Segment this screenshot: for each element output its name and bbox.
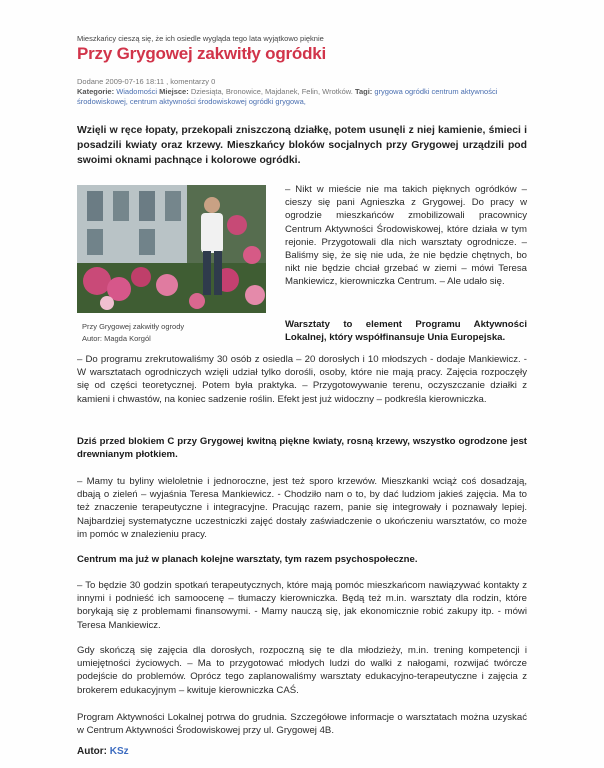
article-author <box>77 746 129 757</box>
paragraph-5: Gdy skończą się zajęcia dla dorosłych, rozpoczną się te dla młodzieży, m.in. trening kompetencji i umiejętności życiowych. – Ma to przygotować młodych ludzi do walki z nałogami, rozwijać twórcze podejście do problemów. Oprócz tego zaplanowaliśmy warsztaty edukacyjno-terapeutyczne i zajęcia z brokerem edukacyjnym – kwituje kierowniczka CAŚ. <box>77 645 527 696</box>
photo-credit: Autor: Magda Korgól <box>82 334 151 343</box>
paragraph-4: – To będzie 30 godzin spotkań terapeutycznych, które mają pomóc mieszkańcom nawiązywać kontakty z innymi i podnieść ich samoocenę – tłumaczy kierowniczka. Będą też m.in. warsztaty dla rodzin, które borykają się z problemami finansowymi. - Mamy nauczą się, jak ekonomicznie robić zakupy itp. - mówi Teresa Mankiewicz. <box>77 580 527 631</box>
paragraph-6: Program Aktywności Lokalnej potrwa do grudnia. Szczegółowe informacje o warsztatach można uzyskać w Centrum Aktywności Środowiskowej przy ul. Grygowej 4B. <box>77 712 527 737</box>
tags-link[interactable]: grygowa ogródki centrum aktywności środowiskowej, centrum aktywności środowiskowej ogródki grygowa, <box>77 87 498 106</box>
categories-link[interactable]: Wiadomości <box>116 87 158 96</box>
tags-label: Tagi: <box>354 87 373 96</box>
author-link[interactable]: KSz <box>109 746 129 757</box>
article-kicker: Mieszkańcy cieszą się, że ich osiedle wygląda tego lata wyjątkowo pięknie <box>77 34 324 43</box>
subhead-2: Dziś przed blokiem C przy Grygowej kwitną piękne kwiaty, rosną krzewy, wszystko ogrodzone jest drewnianym płotkiem. <box>77 436 527 461</box>
photo-caption-block <box>82 321 184 345</box>
author-label: Autor: <box>77 746 107 757</box>
subhead-1: Warsztaty to element Programu Aktywności Lokalnej, który współfinansuje Unia Europejska. <box>285 319 527 344</box>
places-label: Miejsce: <box>159 87 189 96</box>
article-title[interactable]: Przy Grygowej zakwitły ogródki <box>77 44 327 63</box>
meta-added: Dodane 2009-07-16 18:11 , komentarzy 0 <box>77 77 216 86</box>
article-meta <box>77 77 527 107</box>
meta-taxonomy <box>77 87 527 107</box>
subhead-3: Centrum ma już w planach kolejne warsztaty, tym razem psychospołeczne. <box>77 554 418 565</box>
article-lead: Wzięli w ręce łopaty, przekopali zniszczoną działkę, potem usunęli z niej kamienie, śmieci i posadzili kwiaty oraz krzewy. Mieszkańcy bloków socjalnych przy Grygowej urządzili pod swoimi oknami pachnące i kolorowe ogródki. <box>77 125 527 166</box>
paragraph-1: – Nikt w mieście nie ma takich pięknych ogródków – cieszy się pani Agnieszka z Grygowej. Do pracy w ogrodzie mieszkańców zmobilizowali pracownicy Centrum Aktywności Środowiskowej, które działa w tym rejonie. Przygotowali dla nich warsztaty ogrodnicze. – Baliśmy się, że się nie uda, że nie będzie chętnych, bo nikt nie będzie chciał grzebać w ziemi – mówi Teresa Mankiewicz, kierowniczka Centrum. – Ale udało się. <box>285 184 527 288</box>
categories-label: Kategorie: <box>77 87 115 96</box>
places-value: Dziesiąta, Bronowice, Majdanek, Felin, Wrotków. <box>190 87 353 96</box>
garden-photo-image <box>77 185 266 313</box>
photo-caption: Przy Grygowej zakwitły ogrody <box>82 322 185 331</box>
article-photo[interactable] <box>77 185 266 313</box>
paragraph-2: – Do programu zrekrutowaliśmy 30 osób z osiedla – 20 dorosłych i 10 młodszych - dodaje Mankiewicz. - W warsztatach ogrodniczych wzięli udział tylko dorośli, osoby, które nie mają pracy. Zajęcia rozpoczęły się od części teoretycznej. Potem była praktyka. – Przygotowywanie terenu, oczyszczanie działki z kamieni i chwastów, na koniec sadzenie roślin. Efekt jest już widoczny – podkreśla kierowniczka. <box>77 354 527 405</box>
paragraph-3: – Mamy tu byliny wieloletnie i jednoroczne, jest też sporo krzewów. Mieszkanki wciąż coś dosadzają, dbają o zieleń – wyjaśnia Teresa Mankiewicz. - Chodziło nam o to, by dać ludziom jakieś zajęcia. Ma to też znaczenie terapeutyczne i integracyjne. Pracując razem, panie się integrowały i poznawały lepiej. Najbardziej systematyczne uczestniczki zajęć dostały zaświadczenie o ukończeniu warsztatów, co może im pomóc w znalezieniu pracy. <box>77 476 527 540</box>
